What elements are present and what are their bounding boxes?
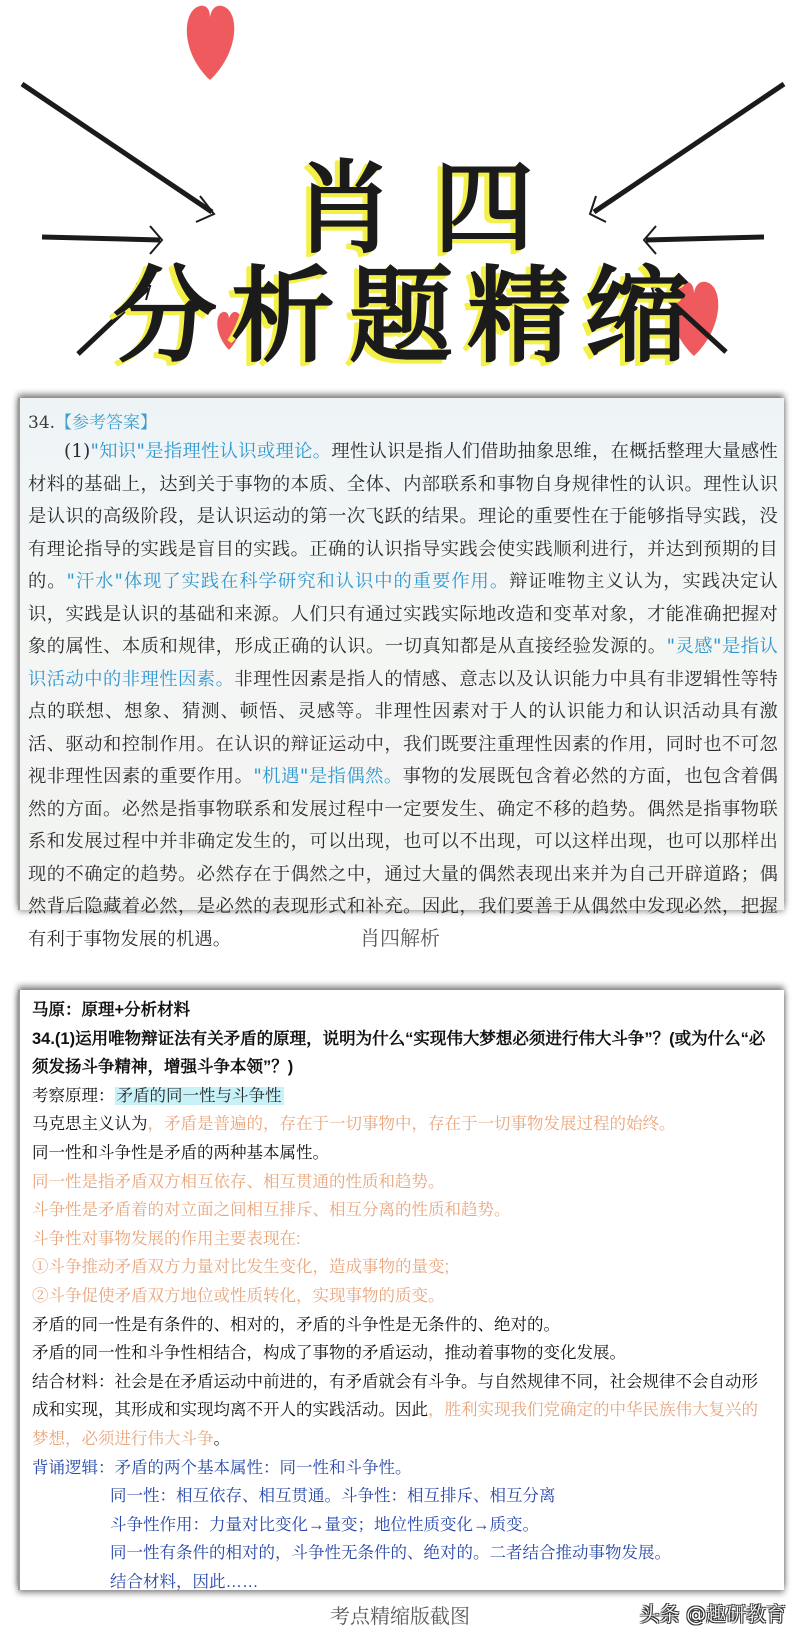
conditional-line: 矛盾的同一性是有条件的、相对的，矛盾的斗争性是无条件的、绝对的。 [32, 1315, 560, 1334]
basic-attributes-line: 同一性和斗争性是矛盾的两种基本属性。 [32, 1143, 329, 1162]
question-text: 34.(1)运用唯物辩证法有关矛盾的原理，说明为什么“实现伟大梦想必须进行伟大斗争”？(或为什么“必须发扬斗争精神，增强斗争本领”？) [32, 1029, 766, 1077]
key-point-opportunity: "机遇"是指偶然。 [253, 766, 403, 787]
recite-line-1: 同一性：相互依存、相互贯通。斗争性：相互排斥、相互分离 [110, 1487, 556, 1506]
caption-condensed: 考点精缩版截图 [330, 1604, 470, 1628]
principle-label: 考察原理： [32, 1086, 115, 1105]
reference-answer-label: 【参考答案】 [55, 413, 158, 433]
key-point-knowledge: "知识"是指理性认识或理论。 [90, 441, 332, 462]
banner-title: 肖四 [294, 150, 574, 267]
recite-line-3: 同一性有条件的相对的，斗争性无条件的、绝对的。二者结合推动事物发展。 [110, 1544, 671, 1563]
answer-text: 辩证唯物主义认为，实践决定认识，实践是认识的基础和来源。人们只有通过实践实际地改造和变革对象，才能准确把握对象的属性、本质和规律，形成正确的认识。一切真知都是从直接经验发源的。 [28, 571, 778, 657]
principle-line [32, 1082, 772, 1111]
identity-definition: 同一性是指矛盾双方相互依存、相互贯通的性质和趋势。 [32, 1172, 445, 1191]
answer-text: 事物的发展既包含着必然的方面，也包含着偶然的方面。必然是指事物联系和发展过程中一定要发生、确定不移的趋势。偶然是指事物联系和发展过程中并非确定发生的，可以出现，也可以不出现，可以这样出现，也可以那样出现的不确定的趋势。必然存在于偶然之中，通过大量的偶然表现出来并为自己开辟道路；偶然背后隐藏着必然，是必然的表现形式和补充。因此，我们要善于从偶然中发现必然，把握有利于事物发展的机遇。 [28, 766, 778, 950]
key-point-inspiration: "灵感"是指认识活动中的非理性因素。 [28, 636, 778, 690]
answer-text: 非理性因素是指人的情感、意志以及认识能力中具有非逻辑性等特点的联想、想象、猜测、顿悟、灵感等。非理性因素对于人的认识能力和认识活动具有激活、驱动和控制作用。在认识的辩证运动中，我们既要注重理性因素的作用，同时也不可忽视非理性因素的重要作用。 [28, 668, 778, 787]
struggle-effect-1: ①斗争推动矛盾双方力量对比发生变化，造成事物的量变; [32, 1258, 450, 1277]
recite-line-2: 斗争性作用：力量对比变化→量变；地位性质变化→质变。 [110, 1515, 539, 1534]
answer-text: (1) [64, 441, 91, 462]
condensed-notes-panel [18, 990, 784, 1590]
material-text: 结合材料：社会是在矛盾运动中前进的，有矛盾就会有斗争。与自然规律不同，社会规律不会自动形成和实现，其形成和实现均离不开人的实践活动。因此 [32, 1372, 758, 1420]
recite-line-4: 结合材料，因此…… [110, 1572, 259, 1591]
struggle-effect-2: ②斗争促使矛盾双方地位或性质转化，实现事物的质变。 [32, 1286, 445, 1305]
marx-value: ，矛盾是普遍的，存在于一切事物中，存在于一切事物发展过程的始终。 [147, 1115, 676, 1134]
material-end: 。 [213, 1429, 230, 1448]
combined-line: 矛盾的同一性和斗争性相结合，构成了事物的矛盾运动，推动着事物的变化发展。 [32, 1344, 626, 1363]
watermark: 头条 @趣研教育 [639, 1602, 786, 1626]
recite-line-0: 背诵逻辑：矛盾的两个基本属性：同一性和斗争性。 [32, 1458, 412, 1477]
heart-icon [187, 6, 234, 80]
struggle-effect-heading: 斗争性对事物发展的作用主要表现在: [32, 1229, 301, 1248]
caption-analysis: 肖四解析 [360, 926, 440, 950]
struggle-definition: 斗争性是矛盾着的对立面之间相互排斥、相互分离的性质和趋势。 [32, 1201, 511, 1220]
principle-value: 矛盾的同一性与斗争性 [116, 1086, 282, 1105]
key-point-sweat: "汗水"体现了实践在科学研究和认识中的重要作用。 [66, 571, 510, 592]
answer-text: 理性认识是指人们借助抽象思维，在概括整理大量感性材料的基础上，达到关于事物的本质、全体、内部联系和事物自身规律性的认识。理性认识是认识的高级阶段，是认识运动的第一次飞跃的结果。理论的重要性在于能够指导实践，没有理论指导的实践是盲目的实践。正确的认识指导实践会使实践顺利进行，并达到预期的目的。 [28, 441, 778, 592]
material-paragraph [32, 1368, 772, 1454]
notes-title: 马原：原理+分析材料 [32, 1001, 191, 1019]
marx-label: 马克思主义认为 [32, 1115, 148, 1134]
material-conclusion: ，胜利实现我们党确定的中华民族伟大复兴的梦想，必须进行伟大斗争 [32, 1401, 758, 1448]
marx-line [32, 1110, 772, 1139]
recite-label: 背诵逻辑： [32, 1458, 115, 1477]
answer-body [28, 436, 778, 956]
question-number: 34. [28, 413, 56, 433]
answer-heading [28, 408, 157, 433]
banner-subtitle: 分析题精缩 [112, 255, 703, 377]
banner [0, 0, 800, 380]
